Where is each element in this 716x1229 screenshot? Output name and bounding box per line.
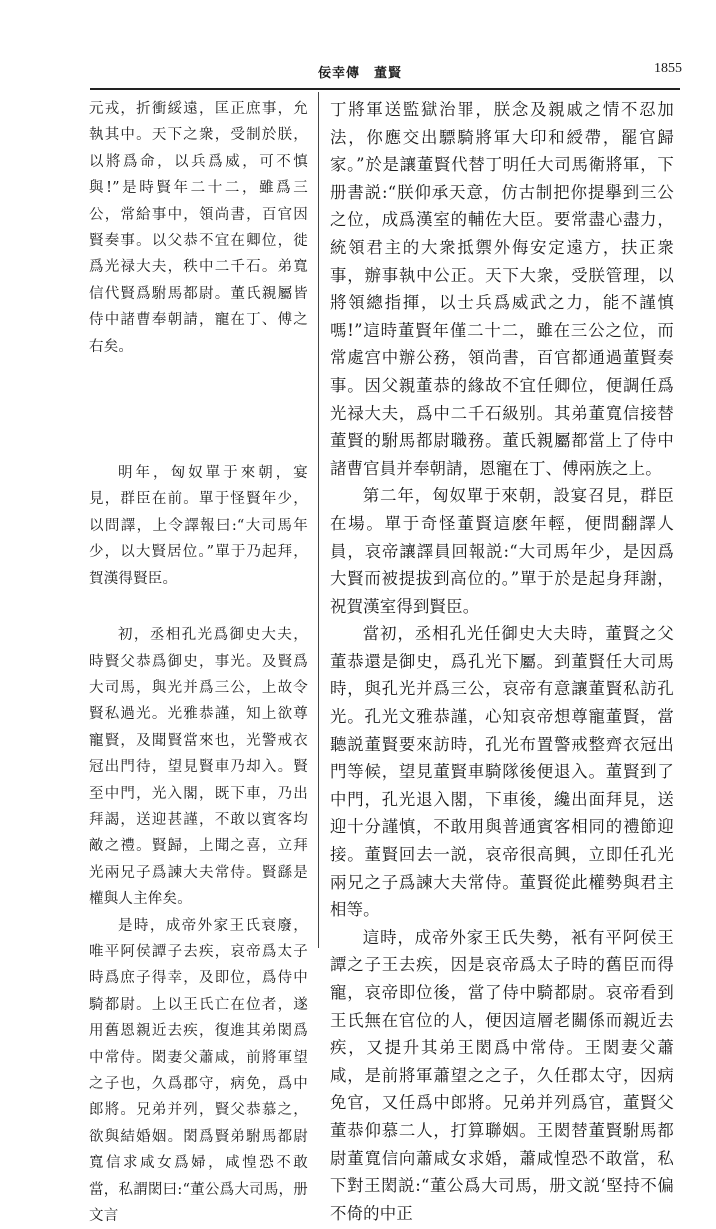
translation-paragraph-3: 當初，丞相孔光任御史大夫時，董賢之父董恭還是御史，爲孔光下屬。到董賢任大司馬時，與孔光并爲三公，哀帝有意讓董賢私訪孔光。孔光文雅恭謹，心知哀帝想尊寵董賢，當聽説董賢要來訪時，孔光布置警戒整齊衣冠出門等候，望見董賢車騎隊後便退入。董賢到了中門，孔光退入閣，下車後，纔出面拜見，送迎十分謹慎，不敢用與普通賓客相同的禮節迎接。董賢回去一説，哀帝很高興，立即任孔光兩兄之子爲諫大夫常侍。董賢從此權勢與君主相等。 (330, 624, 674, 920)
header-rule (90, 88, 680, 90)
classical-text-column (89, 96, 308, 1229)
classical-paragraph-2: 明年，匈奴單于來朝，宴見，群臣在前。單于怪賢年少，以問譯，上令譯報曰:“大司馬年少，以大賢居位。”單于乃起拜，賀漢得賢臣。 (89, 465, 308, 587)
translation-text-column (330, 96, 674, 1223)
classical-paragraph-1: 元戎，折衝綏遠，匡正庶事，允執其中。天下之衆，受制於朕，以將爲命，以兵爲威，可不慎與!”是時賢年二十二，雖爲三公，常給事中，領尚書，百官因賢奏事。以父恭不宜在卿位，徙爲光禄大夫，秩中二千石。弟寬信代賢爲駙馬都尉。董氏親屬皆侍中諸曹奉朝請，寵在丁、傅之右矣。 (89, 101, 308, 355)
translation-paragraph-4: 這時，成帝外家王氏失勢，衹有平阿侯王譚之子王去疾，因是哀帝爲太子時的舊臣而得寵，哀帝即位後，當了侍中騎都尉。哀帝看到王氏無在官位的人，便因這層老關係而親近去疾，又提升其弟王閎爲中常侍。王閎妻父蕭咸，是前將軍蕭望之之子，久任郡太守，因病免官，又任爲中郎將。兄弟并列爲官，董賢父董恭仰慕二人，打算聯姻。王閎替董賢駙馬都尉董寬信向蕭咸女求婚，蕭咸惶恐不敢當，私下對王閎説:“董公爲大司馬，册文説‘堅持不偏不倚的中正 (330, 927, 674, 1223)
translation-paragraph-2: 第二年，匈奴單于來朝，設宴召見，群臣在場。單于奇怪董賢這麽年輕，便問翻譯人員，哀帝讓譯員回報説:“大司馬年少，是因爲大賢而被提拔到高位的。”單于於是起身拜謝，祝賀漢室得到賢臣。 (330, 486, 674, 616)
classical-paragraph-4: 是時，成帝外家王氏衰廢，唯平阿侯譚子去疾，哀帝爲太子時爲庶子得幸，及即位，爲侍中騎都尉。上以王氏亡在位者，遂用舊恩親近去疾，復進其弟閎爲中常侍。閎妻父蕭咸，前將軍望之子也，久爲郡守，病免，爲中郎將。兄弟并列，賢父恭慕之，欲與結婚姻。閎爲賢弟駙馬都尉寬信求咸女爲婦，咸惶恐不敢當，私謂閎曰:“董公爲大司馬，册文言 (89, 917, 308, 1225)
running-header-title: 佞幸傳 董賢 (318, 66, 403, 81)
classical-paragraph-3: 初，丞相孔光爲御史大夫，時賢父恭爲御史，事光。及賢爲大司馬，與光并爲三公，上故令賢私過光。光雅恭謹，知上欲尊寵賢，及聞賢當來也，光警戒衣冠出門待，望見賢車乃却入。賢至中門，光入閣，既下車，乃出拜謁，送迎甚謹，不敢以賓客均敵之禮。賢歸，上聞之喜，立拜光兩兄子爲諫大夫常侍。賢繇是權與人主侔矣。 (89, 627, 308, 908)
column-divider (318, 92, 319, 948)
translation-paragraph-1: 丁將軍送監獄治罪，朕念及親戚之情不忍加法，你應交出驃騎將軍大印和綬帶，罷官歸家。”於是讓董賢代替丁明任大司馬衛將軍，下册書説:“朕仰承天意，仿古制把你提擧到三公之位，成爲漢室的輔佐大臣。要常盡心盡力，統領君主的大衆抵禦外侮安定遠方，扶正衆事，辦事執中公正。天下大衆，受朕管理，以將領總指揮，以士兵爲威武之力，能不謹慎嗎!”這時董賢年僅二十二，雖在三公之位，而常處宫中辦公務，領尚書，百官都通過董賢奏事。因父親董恭的緣故不宜任卿位，便調任爲光禄大夫，爲中二千石級别。其弟董寬信接替董賢的駙馬都尉職務。董氏親屬都當上了侍中諸曹官員并奉朝請，恩寵在丁、傅兩族之上。 (330, 100, 674, 478)
page-number: 1855 (654, 61, 682, 76)
